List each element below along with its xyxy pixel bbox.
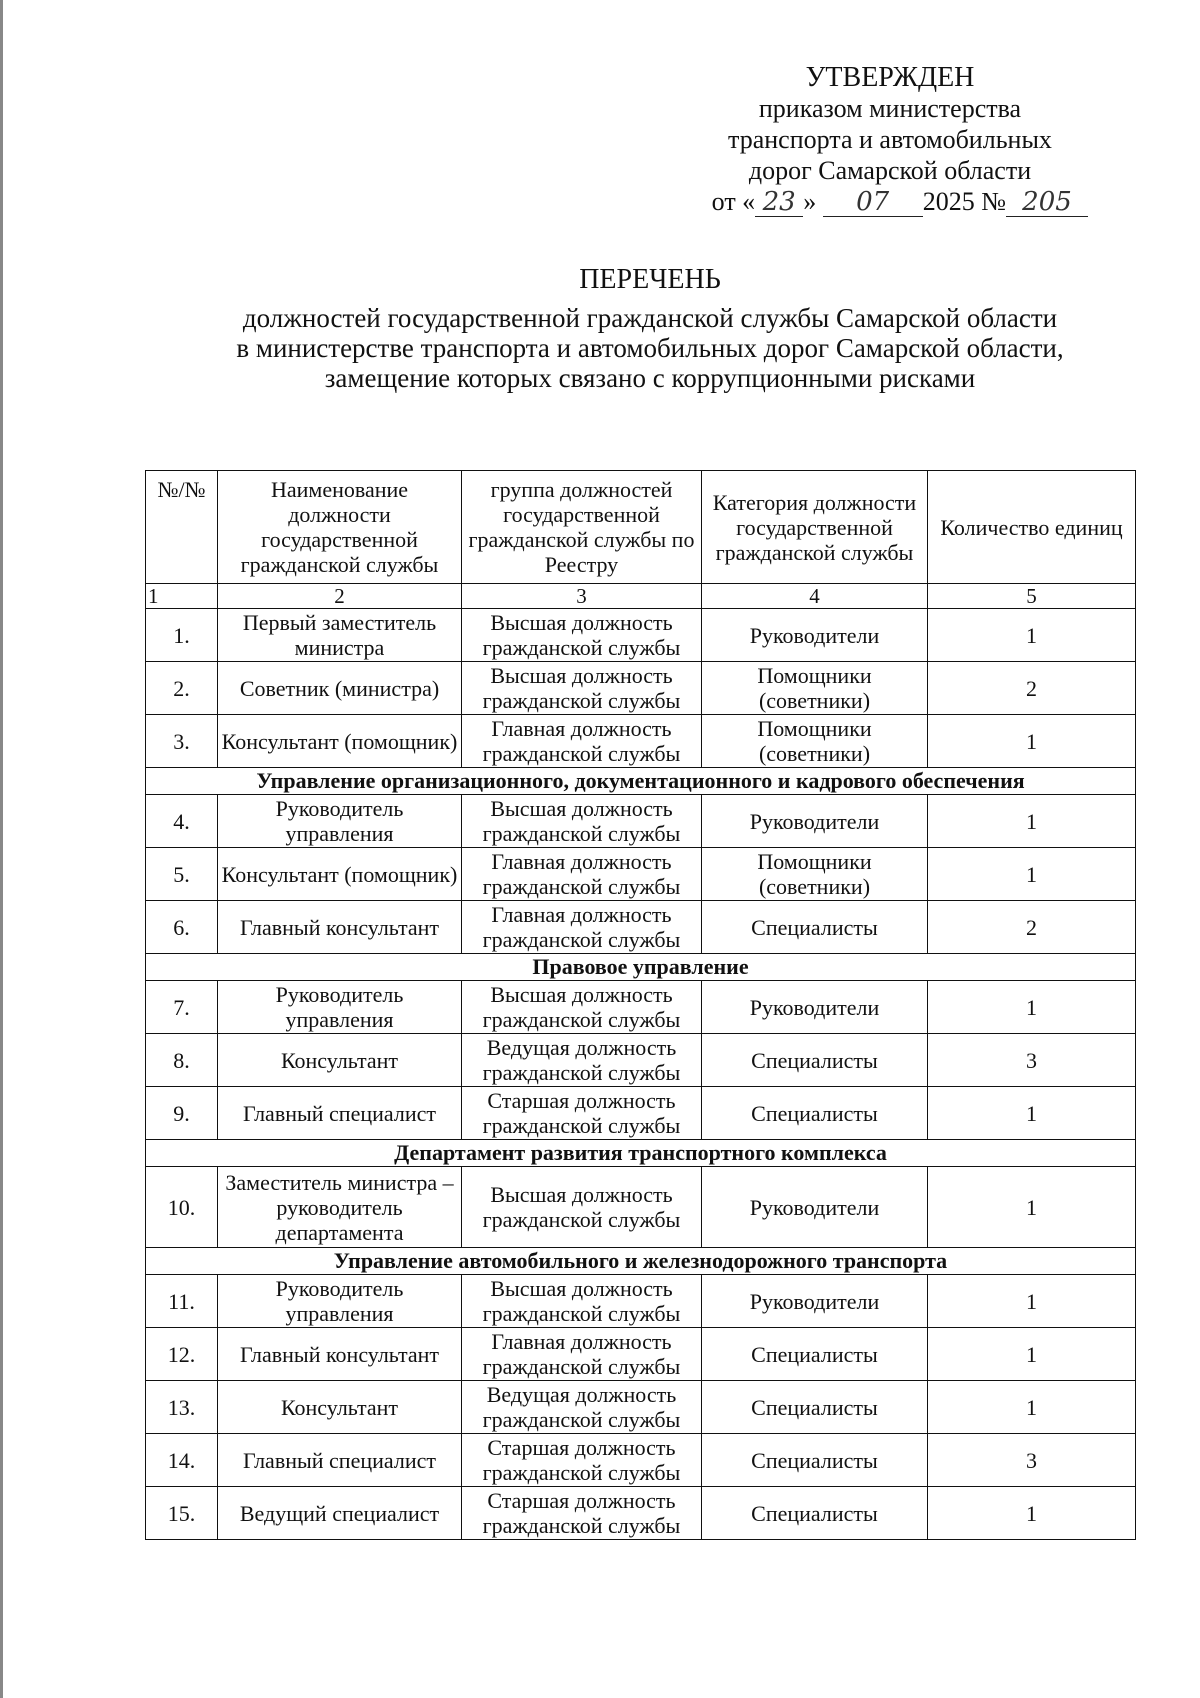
document-title	[150, 265, 1150, 393]
header-position-name: Наименование должности государственной гражданской службы	[218, 471, 462, 584]
section-row	[146, 1248, 1136, 1275]
position-name: Ведущий специалист	[218, 1487, 462, 1540]
position-name: Главный специалист	[218, 1087, 462, 1140]
table-row	[146, 1328, 1136, 1381]
unit-count: 3	[928, 1034, 1136, 1087]
position-category: Специалисты	[702, 1087, 928, 1140]
position-group: Старшая должность гражданской службы	[462, 1434, 702, 1487]
row-number: 13.	[146, 1381, 218, 1434]
approval-line-3: дорог Самарской области	[748, 156, 1032, 185]
handwritten-day: 23	[755, 188, 803, 217]
title-line-2: в министерстве транспорта и автомобильных дорог Самарской области,	[236, 333, 1064, 363]
approval-line-2: транспорта и автомобильных	[728, 125, 1052, 154]
header-position-group: группа должностей государственной гражданской службы по Реестру	[462, 471, 702, 584]
position-category: Руководители	[702, 1275, 928, 1328]
title-line-3: замещение которых связано с коррупционными рисками	[324, 363, 976, 393]
date-day-close: »	[803, 187, 817, 216]
section-row	[146, 1140, 1136, 1167]
position-name: Главный специалист	[218, 1434, 462, 1487]
approval-date-line	[680, 186, 1100, 217]
unit-count: 2	[928, 662, 1136, 715]
row-number: 15.	[146, 1487, 218, 1540]
table-row	[146, 1275, 1136, 1328]
title-heading: ПЕРЕЧЕНЬ	[579, 264, 721, 295]
unit-count: 1	[928, 1167, 1136, 1248]
row-number: 2.	[146, 662, 218, 715]
table-row	[146, 1487, 1136, 1540]
row-number: 5.	[146, 848, 218, 901]
positions-table	[145, 470, 1136, 1540]
position-category: Специалисты	[702, 1034, 928, 1087]
position-group: Высшая должность гражданской службы	[462, 662, 702, 715]
unit-count: 1	[928, 1087, 1136, 1140]
position-category: Помощники (советники)	[702, 715, 928, 768]
position-category: Помощники (советники)	[702, 848, 928, 901]
table-header-row	[146, 471, 1136, 584]
table-row	[146, 848, 1136, 901]
table-row	[146, 1167, 1136, 1248]
row-number: 12.	[146, 1328, 218, 1381]
position-name: Руководитель управления	[218, 795, 462, 848]
position-name: Первый заместитель министра	[218, 609, 462, 662]
position-name: Главный консультант	[218, 1328, 462, 1381]
section-title: Правовое управление	[146, 954, 1136, 981]
title-line-1: должностей государственной гражданской службы Самарской области	[242, 303, 1058, 333]
header-unit-count: Количество единиц	[928, 471, 1136, 584]
unit-count: 3	[928, 1434, 1136, 1487]
approval-stamp	[680, 62, 1100, 217]
row-number: 11.	[146, 1275, 218, 1328]
position-group: Главная должность гражданской службы	[462, 901, 702, 954]
column-index-row	[146, 584, 1136, 609]
row-number: 6.	[146, 901, 218, 954]
table-row	[146, 1087, 1136, 1140]
header-position-category: Категория должности государственной гражданской службы	[702, 471, 928, 584]
position-group: Высшая должность гражданской службы	[462, 795, 702, 848]
column-index: 5	[928, 584, 1136, 609]
position-group: Высшая должность гражданской службы	[462, 981, 702, 1034]
table-row	[146, 662, 1136, 715]
date-prefix: от «	[711, 187, 756, 216]
unit-count: 1	[928, 848, 1136, 901]
section-row	[146, 768, 1136, 795]
position-group: Ведущая должность гражданской службы	[462, 1034, 702, 1087]
section-title: Департамент развития транспортного комплекса	[146, 1140, 1136, 1167]
position-name: Консультант	[218, 1034, 462, 1087]
position-category: Специалисты	[702, 1381, 928, 1434]
approval-line-1: приказом министерства	[758, 94, 1022, 123]
position-category: Специалисты	[702, 901, 928, 954]
row-number: 4.	[146, 795, 218, 848]
row-number: 14.	[146, 1434, 218, 1487]
position-category: Руководители	[702, 981, 928, 1034]
unit-count: 1	[928, 795, 1136, 848]
unit-count: 1	[928, 715, 1136, 768]
handwritten-month: 07	[823, 188, 923, 217]
position-name: Консультант	[218, 1381, 462, 1434]
column-index: 4	[702, 584, 928, 609]
unit-count: 1	[928, 1381, 1136, 1434]
column-index: 3	[462, 584, 702, 609]
table-row	[146, 901, 1136, 954]
unit-count: 1	[928, 1275, 1136, 1328]
position-group: Главная должность гражданской службы	[462, 715, 702, 768]
position-category: Специалисты	[702, 1328, 928, 1381]
position-category: Руководители	[702, 1167, 928, 1248]
table-row	[146, 981, 1136, 1034]
scan-edge-line	[0, 0, 3, 1698]
date-year: 2025	[922, 187, 975, 216]
unit-count: 2	[928, 901, 1136, 954]
row-number: 7.	[146, 981, 218, 1034]
row-number: 10.	[146, 1167, 218, 1248]
section-title: Управление организационного, документационного и кадрового обеспечения	[146, 768, 1136, 795]
position-name: Руководитель управления	[218, 981, 462, 1034]
section-title: Управление автомобильного и железнодорожного транспорта	[146, 1248, 1136, 1275]
position-name: Руководитель управления	[218, 1275, 462, 1328]
position-group: Главная должность гражданской службы	[462, 848, 702, 901]
column-index: 1	[146, 584, 218, 609]
unit-count: 1	[928, 981, 1136, 1034]
position-group: Высшая должность гражданской службы	[462, 609, 702, 662]
row-number: 3.	[146, 715, 218, 768]
unit-count: 1	[928, 609, 1136, 662]
position-category: Руководители	[702, 609, 928, 662]
approval-heading: УТВЕРЖДЕН	[805, 62, 975, 93]
position-group: Высшая должность гражданской службы	[462, 1167, 702, 1248]
position-group: Высшая должность гражданской службы	[462, 1275, 702, 1328]
table-row	[146, 1381, 1136, 1434]
position-group: Главная должность гражданской службы	[462, 1328, 702, 1381]
header-number: №/№	[146, 471, 218, 584]
table-row	[146, 1034, 1136, 1087]
position-category: Специалисты	[702, 1487, 928, 1540]
row-number: 8.	[146, 1034, 218, 1087]
position-name: Советник (министра)	[218, 662, 462, 715]
position-group: Старшая должность гражданской службы	[462, 1087, 702, 1140]
position-name: Заместитель министра – руководитель департамента	[218, 1167, 462, 1248]
position-name: Консультант (помощник)	[218, 715, 462, 768]
position-category: Помощники (советники)	[702, 662, 928, 715]
position-group: Старшая должность гражданской службы	[462, 1487, 702, 1540]
position-name: Главный консультант	[218, 901, 462, 954]
position-category: Руководители	[702, 795, 928, 848]
position-category: Специалисты	[702, 1434, 928, 1487]
position-name: Консультант (помощник)	[218, 848, 462, 901]
section-row	[146, 954, 1136, 981]
table-row	[146, 795, 1136, 848]
table-row	[146, 715, 1136, 768]
row-number: 9.	[146, 1087, 218, 1140]
unit-count: 1	[928, 1487, 1136, 1540]
handwritten-number: 205	[1006, 188, 1088, 217]
number-sign: №	[981, 187, 1006, 216]
unit-count: 1	[928, 1328, 1136, 1381]
row-number: 1.	[146, 609, 218, 662]
position-group: Ведущая должность гражданской службы	[462, 1381, 702, 1434]
table-row	[146, 609, 1136, 662]
table-row	[146, 1434, 1136, 1487]
column-index: 2	[218, 584, 462, 609]
